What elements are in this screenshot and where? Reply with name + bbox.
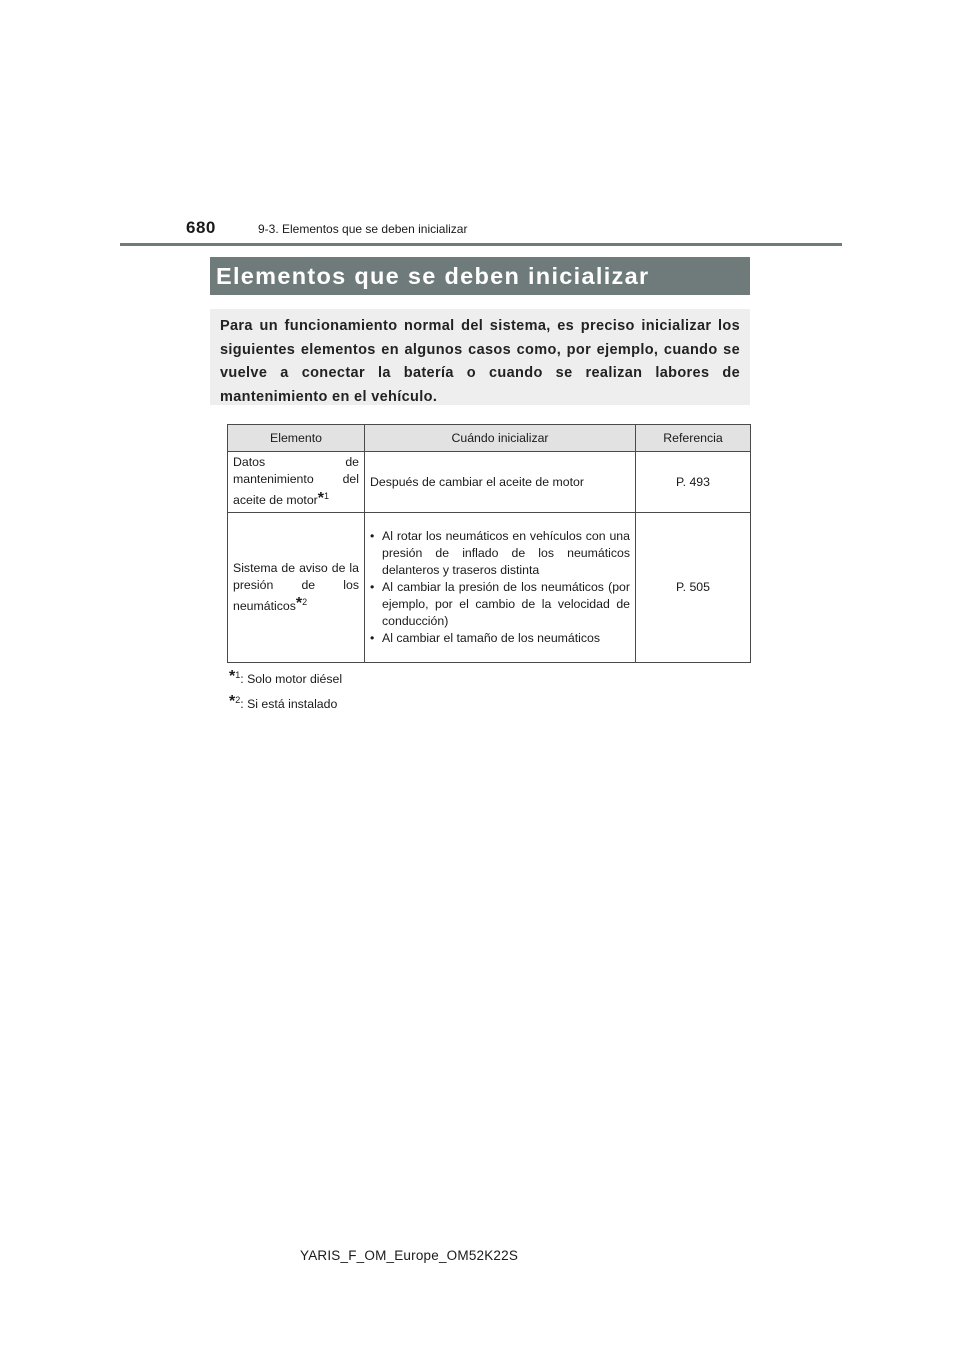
footnote-mark-number: 1	[324, 491, 330, 502]
footnote-star: *	[229, 693, 236, 711]
list-item: • Al cambiar el tamaño de los neumáticos	[370, 630, 630, 647]
page-title: Elementos que se deben inicializar	[210, 257, 750, 295]
footnote-number: 2	[235, 695, 241, 705]
column-header-when: Cuándo inicializar	[365, 425, 636, 452]
when-text: Después de cambiar el aceite de motor	[370, 474, 584, 489]
list-item: • Al rotar los neumáticos en vehículos con una presión de inflado de los neumáticos delanteros y traseros distinta	[370, 528, 630, 579]
footnote-text: : Si está instalado	[240, 697, 338, 712]
column-header-item: Elemento	[228, 425, 365, 452]
initialization-table	[227, 424, 751, 663]
reference-cell: P. 505	[636, 513, 751, 663]
footnote-1	[229, 670, 342, 688]
footnote-number: 1	[235, 670, 241, 680]
item-name: Datos de mantenimiento del aceite de motor	[233, 455, 359, 508]
footnote-2	[229, 695, 337, 713]
item-name: Sistema de aviso de la presión de los neumáticos	[233, 560, 359, 614]
list-item: • Al cambiar la presión de los neumáticos (por ejemplo, por el cambio de la velocidad de conducción)	[370, 579, 630, 630]
footnote-mark: *	[295, 595, 303, 613]
table-header-row	[228, 425, 751, 452]
table-row	[228, 513, 751, 663]
header-divider	[120, 243, 842, 246]
when-list	[370, 528, 630, 647]
footnote-star: *	[229, 668, 236, 686]
footnote-mark: *	[317, 489, 324, 507]
footnote-mark-number: 2	[302, 596, 308, 607]
when-cell	[365, 452, 636, 513]
footnote-text: : Solo motor diésel	[240, 672, 343, 687]
item-cell	[228, 513, 365, 663]
when-cell	[365, 513, 636, 663]
intro-box	[210, 309, 750, 405]
document-code: YARIS_F_OM_Europe_OM52K22S	[300, 1248, 519, 1263]
section-breadcrumb: 9-3. Elementos que se deben inicializar	[258, 222, 468, 236]
reference-cell: P. 493	[636, 452, 751, 513]
table-row	[228, 452, 751, 513]
column-header-reference: Referencia	[636, 425, 751, 452]
page-number: 680	[186, 218, 216, 237]
item-cell	[228, 452, 365, 513]
intro-text: Para un funcionamiento normal del sistema, es preciso inicializar los siguientes elementos en algunos casos como, por ejemplo, cuando se vuelve a conectar la batería o cuando se realizan labores de mantenimiento en el vehículo.	[220, 318, 740, 405]
